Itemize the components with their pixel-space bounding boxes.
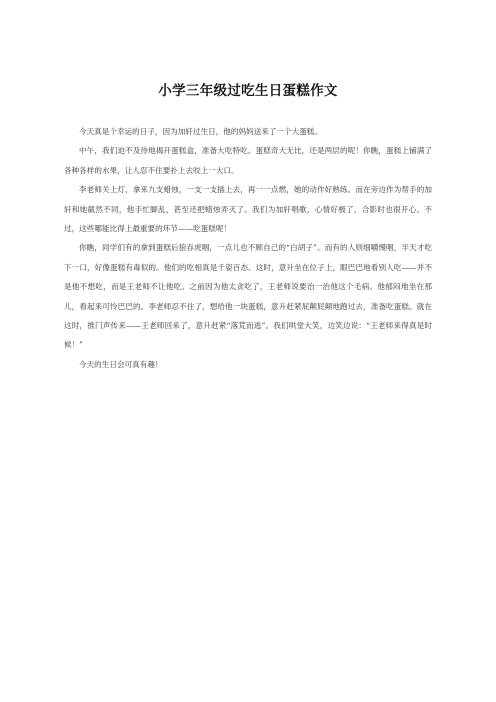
essay-body [64,122,432,374]
paragraph: 今天真是个幸运的日子，因为加轩过生日，他的妈妈送来了一个大蛋糕。 [79,127,322,136]
paragraph: 中午，我们迫不及待地揭开蛋糕盒，准备大吃特吃。蛋糕奇大无比，还是两层的呢！你瞧，蛋糕上铺满了各种各样的水果，让人忍不住要扑上去咬上一大口。 [64,146,432,175]
page-title: 小学三年级过吃生日蛋糕作文 [158,83,338,99]
paragraph: 李老师关上灯，拿来九支蜡烛，一支一支插上去，再一一点燃，她的动作好熟练。而在旁边作为帮手的加轩和她截然不同，他手忙脚乱，甚至还把蜡烛弄灭了。我们为加轩唱歌，心情好极了，合影时也很开心。不过，这些哪能比得上最重要的环节——吃蛋糕呢！ [64,185,432,234]
paragraph: 你瞧，同学们有的拿到蛋糕后狼吞虎咽，一点儿也不顾自己的“白胡子”。而有的人则细嚼慢咽，半天才吃下一口，好像蛋糕有毒似的。他们的吃相真是千姿百态。这时，意升坐在位子上，眼巴巴地看别人吃——并不是他不想吃，而是王老师不让他吃。之前因为他太贪吃了，王老师说要治一治他这个毛病。他郁闷地坐在那儿，看起来可怜巴巴的。李老师忍不住了，想给他一块蛋糕，意升赶紧屁颠屁颠地跑过去，准备吃蛋糕。就在这时，推门声传来——王老师回来了，意升赶紧“落荒而逃”。我们哄堂大笑，边笑边说：“王老师来得真是时候！” [64,243,432,350]
paragraph: 今天的生日会可真有趣！ [79,359,163,369]
